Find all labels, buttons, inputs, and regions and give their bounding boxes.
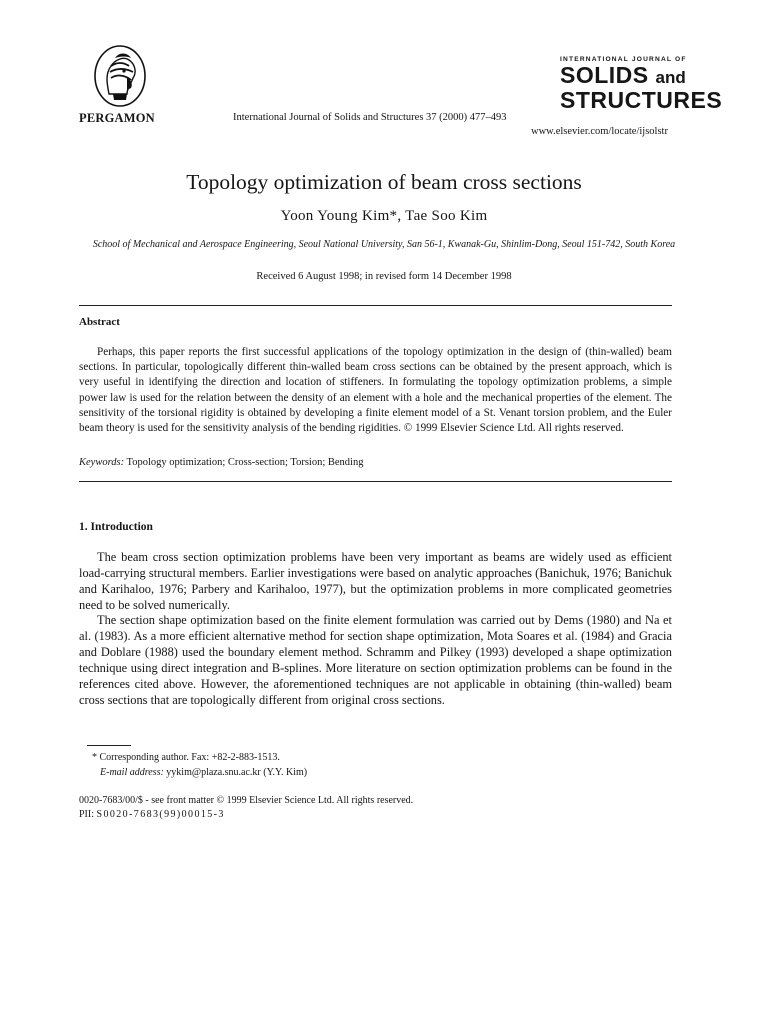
received-dates: Received 6 August 1998; in revised form 14 December 1998 (256, 271, 512, 282)
journal-title-structures: STRUCTURES (560, 87, 723, 113)
abstract-text: Perhaps, this paper reports the first successful applications of the topology optimization in the design of (thin-walled) beam sections. In particular, topologically different thin-walled beam cross sections can be obtained by the present approach, which is very useful in identifying the direction and location of stiffeners. In formulating the topology optimization problems, a simple power law is used for the relation between the density of an element with a hole and the mechanical properties of the element. The sensitivity of the torsional rigidity is obtained by developing a finite element model of a St. Venant torsion problem, and the Euler beam theory is used for the sensitivity analysis of the bending rigidities. © 1999 Elsevier Science Ltd. All rights reserved. (79, 346, 672, 435)
journal-citation: International Journal of Solids and Structures 37 (2000) 477–493 (233, 112, 507, 123)
footnote-corresponding: * Corresponding author. Fax: +82-2-883-1513. (92, 752, 280, 763)
footnote-rule (87, 745, 131, 746)
article-title: Topology optimization of beam cross sections (186, 170, 582, 194)
divider-top (79, 305, 672, 306)
keywords-label: Keywords: (79, 457, 125, 468)
copyright-line: 0020-7683/00/$ - see front matter © 1999 Elsevier Science Ltd. All rights reserved. (79, 795, 414, 806)
journal-title-solids: SOLIDS (560, 62, 649, 88)
footnote-email (100, 767, 307, 778)
journal-title-and: and (655, 68, 686, 87)
keywords-values: Topology optimization; Cross-section; Torsion; Bending (126, 457, 364, 468)
email-address[interactable]: yykim@plaza.snu.ac.kr (Y.Y. Kim) (166, 767, 308, 778)
pii-value: S0020-7683(99)00015-3 (96, 809, 225, 820)
divider-bottom (79, 481, 672, 482)
intro-paragraph-1: The beam cross section optimization problems have been very important as beams are widely used as efficient load-carrying structural members. Earlier investigations were based on analytic approaches (Banichuk, 1976; Banichuk and Karihaloo, 1976; Parbery and Karihaloo, 1977), but the optimization problems in more complicated geometries need to be solved numerically. (79, 550, 672, 612)
pii-label: PII: (79, 809, 94, 820)
author-affiliation: School of Mechanical and Aerospace Engineering, Seoul National University, San 56-1, Kwanak-Gu, Shinlim-Dong, Seoul 151-742, South Korea (92, 239, 676, 250)
intro-paragraph-2: The section shape optimization based on the finite element formulation was carried out by Dems (1980) and Na et al. (1983). As a more efficient alternative method for section shape optimization, Mota Soares et al. (1984) and Gracia and Doblare (1988) used the boundary element method. Schramm and Pilkey (1993) developed a shape optimization technique using direct integration and B-splines. More literature on section optimization problems can be found in the references cited above. However, the aforementioned techniques are not applicable in obtaining (thin-walled) beam cross sections that are topologically different from original cross sections. (79, 613, 672, 707)
elsevier-tree-logo-icon (93, 44, 147, 108)
pii-line (79, 809, 225, 820)
journal-url[interactable]: www.elsevier.com/locate/ijsolstr (531, 126, 668, 137)
email-label: E-mail address: (100, 767, 164, 778)
section-heading-introduction: 1. Introduction (79, 521, 153, 533)
keywords-line (79, 457, 363, 468)
journal-title-small: INTERNATIONAL JOURNAL OF (560, 56, 687, 63)
abstract-heading: Abstract (79, 316, 120, 328)
article-authors: Yoon Young Kim*, Tae Soo Kim (280, 208, 488, 224)
publisher-name: PERGAMON (79, 111, 155, 125)
journal-title-logo (560, 56, 723, 113)
